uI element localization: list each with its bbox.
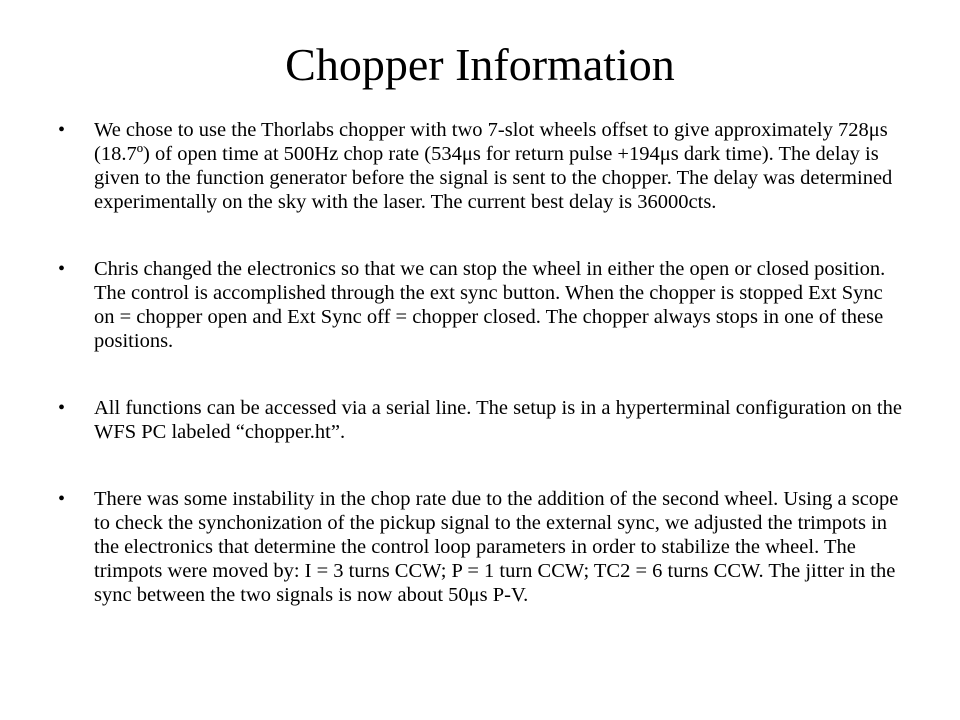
bullet-text-4: There was some instability in the chop rate due to the addition of the second wheel. Using a scope to check the synchonization of the pickup signal to the external sync, we adjusted the trimpots in the electronics that determine the control loop parameters in order to stabilize the wheel. The trimpots were moved by: I = 3 turns CCW; P = 1 turn CCW; TC2 = 6 turns CCW. The jitter in the sync between the two signals is now about 50μs P-V.	[94, 488, 899, 606]
bullet-icon: •	[58, 397, 66, 419]
bullet-text-3: All functions can be accessed via a serial line. The setup is in a hyperterminal configuration on the WFS PC labeled “chopper.ht”.	[94, 397, 902, 443]
bullet-icon: •	[58, 119, 66, 141]
slide-title: Chopper Information	[285, 39, 675, 90]
bullet-item-2	[58, 257, 908, 353]
bullet-list	[58, 118, 908, 650]
bullet-icon: •	[58, 258, 66, 280]
bullet-text-2: Chris changed the electronics so that we can stop the wheel in either the open or closed position. The control is accomplished through the ext sync button. When the chopper is stopped Ext Sync on = chopper open and Ext Sync off = chopper closed. The chopper always stops in one of these positions.	[94, 258, 886, 352]
bullet-icon: •	[58, 488, 66, 510]
bullet-text-1: We chose to use the Thorlabs chopper with two 7-slot wheels offset to give approximately 728μs (18.7º) of open time at 500Hz chop rate (534μs for return pulse +194μs dark time). The delay is given to the function generator before the signal is sent to the chopper. The delay was determined experimentally on the sky with the laser. The current best delay is 36000cts.	[94, 119, 893, 213]
bullet-item-4	[58, 487, 908, 607]
bullet-item-1	[58, 118, 908, 214]
bullet-item-3	[58, 396, 908, 444]
